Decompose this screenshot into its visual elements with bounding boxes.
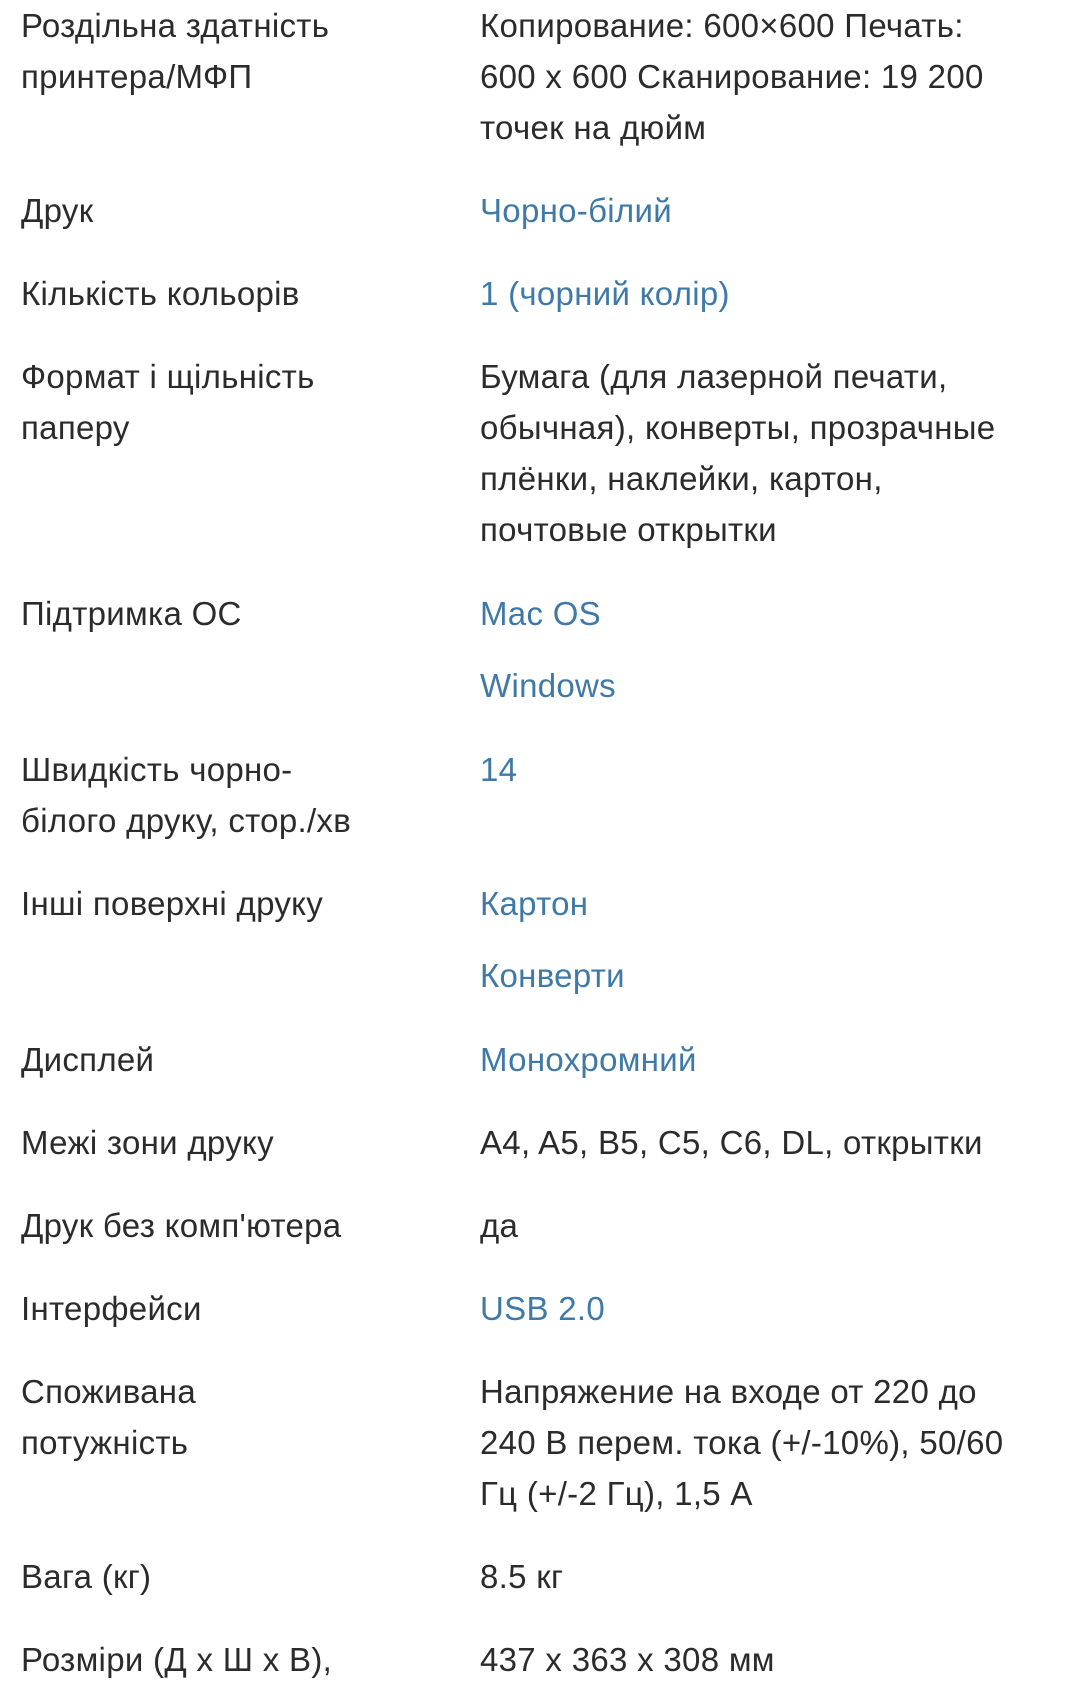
spec-label-line: білого друку, стор./хв — [21, 802, 352, 839]
spec-value — [480, 0, 1075, 153]
spec-label-line: Межі зони друку — [21, 1124, 274, 1161]
spec-label-line: Дисплей — [21, 1041, 155, 1078]
spec-label-line: Споживана — [21, 1373, 196, 1410]
spec-label-line: Швидкість чорно- — [21, 751, 293, 788]
spec-value-line: 437 х 363 х 308 мм — [480, 1641, 775, 1678]
spec-value — [480, 1034, 1075, 1085]
spec-value-link[interactable]: Windows — [480, 667, 616, 704]
spec-label — [21, 1200, 451, 1251]
spec-label-line: потужність — [21, 1424, 189, 1461]
spec-value-line: Копирование: 600×600 Печать: — [480, 7, 964, 44]
spec-value — [480, 1200, 1075, 1251]
spec-value-link[interactable]: 14 — [480, 751, 518, 788]
spec-value-link[interactable]: Монохромний — [480, 1041, 697, 1078]
spec-label — [21, 878, 451, 929]
spec-value-line: плёнки, наклейки, картон, — [480, 460, 883, 497]
spec-value — [480, 744, 1075, 795]
spec-label — [21, 1283, 451, 1334]
spec-value-link[interactable]: Mac OS — [480, 595, 601, 632]
spec-label-line: Підтримка ОС — [21, 595, 242, 632]
spec-label — [21, 588, 451, 639]
spec-label — [21, 0, 451, 102]
spec-value-line: A4, A5, B5, C5, C6, DL, открытки — [480, 1124, 983, 1161]
spec-label — [21, 1034, 451, 1085]
spec-value-link[interactable]: USB 2.0 — [480, 1290, 605, 1327]
spec-value-line: точек на дюйм — [480, 109, 707, 146]
spec-label — [21, 1117, 451, 1168]
spec-value-link[interactable]: Конверти — [480, 957, 625, 994]
spec-value-line: 8.5 кг — [480, 1558, 564, 1595]
spec-value-line: да — [480, 1207, 519, 1244]
spec-value-line: 600 x 600 Сканирование: 19 200 — [480, 58, 984, 95]
spec-value-line: Гц (+/-2 Гц), 1,5 А — [480, 1475, 753, 1512]
spec-value — [480, 1366, 1075, 1519]
spec-value — [480, 351, 1075, 555]
spec-label-line: Формат і щільність — [21, 358, 315, 395]
spec-value-line: Напряжение на входе от 220 до — [480, 1373, 977, 1410]
spec-label-line: Вага (кг) — [21, 1558, 152, 1595]
spec-label-line: Інші поверхні друку — [21, 885, 324, 922]
spec-value-link[interactable]: Чорно-білий — [480, 192, 672, 229]
spec-value — [480, 1634, 1075, 1685]
spec-label-line: Друк без комп'ютера — [21, 1207, 342, 1244]
spec-value-line: Бумага (для лазерной печати, — [480, 358, 948, 395]
spec-value-line: 240 В перем. тока (+/-10%), 50/60 — [480, 1424, 1004, 1461]
spec-value — [480, 185, 1075, 236]
spec-value — [480, 1551, 1075, 1602]
spec-value-line: обычная), конверты, прозрачные — [480, 409, 996, 446]
spec-value — [480, 268, 1075, 319]
spec-label — [21, 268, 451, 319]
spec-value — [480, 878, 1075, 1001]
spec-label — [21, 744, 451, 846]
spec-label — [21, 1551, 451, 1602]
spec-label-line: Розміри (Д х Ш х В), — [21, 1641, 333, 1678]
spec-label-line: Друк — [21, 192, 94, 229]
spec-label — [21, 1634, 451, 1685]
spec-value-line: почтовые открытки — [480, 511, 777, 548]
spec-label-line: Роздільна здатність — [21, 7, 330, 44]
spec-label — [21, 351, 451, 453]
spec-value-link[interactable]: 1 (чорний колір) — [480, 275, 730, 312]
spec-label — [21, 185, 451, 236]
spec-label-line: Кількість кольорів — [21, 275, 300, 312]
spec-value — [480, 1117, 1075, 1168]
spec-label-line: принтера/МФП — [21, 58, 253, 95]
spec-label-line: Інтерфейси — [21, 1290, 202, 1327]
spec-label-line: паперу — [21, 409, 130, 446]
spec-label — [21, 1366, 451, 1468]
spec-value — [480, 1283, 1075, 1334]
spec-value — [480, 588, 1075, 711]
spec-value-link[interactable]: Картон — [480, 885, 589, 922]
